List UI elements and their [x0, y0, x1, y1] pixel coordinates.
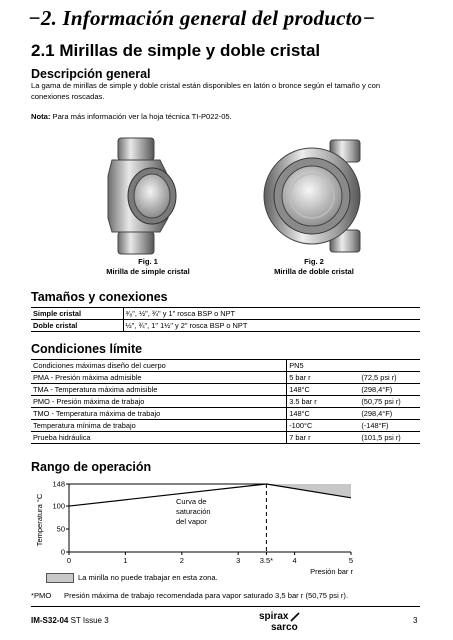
x-tick-label: 1: [123, 556, 128, 565]
chart-ylabel: Temperatura °C: [35, 493, 44, 547]
table-row: [31, 408, 420, 420]
logo-top: spirax: [259, 611, 289, 622]
spirax-sarco-logo: [255, 609, 315, 633]
y-tick-label: 50: [56, 524, 65, 534]
x-tick-label: 0: [66, 556, 72, 565]
limit-label: PMA - Presión máxima admisible: [31, 372, 287, 384]
x-tick-label: 3.5*: [259, 556, 274, 565]
table-row: [31, 420, 420, 432]
limit-alt: [359, 360, 420, 372]
limit-alt: (72,5 psi r): [359, 372, 420, 384]
limit-value: 5 bar r: [287, 372, 360, 384]
sizes-table: [31, 307, 420, 332]
limit-alt: (50,75 psi r): [359, 396, 420, 408]
doc-issue: ST Issue 3: [68, 616, 109, 625]
y-tick-label: 0: [60, 547, 65, 557]
logo-bottom: sarco: [271, 622, 298, 633]
note-label: Nota:: [31, 112, 51, 121]
size-label: Simple cristal: [31, 308, 123, 320]
annotation-line-3: del vapor: [176, 517, 207, 526]
table-row: [31, 372, 420, 384]
limit-alt: (298,4°F): [359, 384, 420, 396]
limit-label: Prueba hidráulica: [31, 432, 287, 444]
limit-label: Condiciones máximas diseño del cuerpo: [31, 360, 287, 372]
limit-value: -100°C: [287, 420, 360, 432]
figure-double-glass-image: [256, 136, 368, 261]
legend-text: La mirilla no puede trabajar en esta zona.: [78, 573, 218, 582]
table-row: [31, 360, 420, 372]
section-title: 2.1 Mirillas de simple y doble cristal: [31, 41, 321, 60]
figure-1-number: Fig. 1: [138, 257, 158, 266]
limit-alt: (-148°F): [359, 420, 420, 432]
limit-alt: (298,4°F): [359, 408, 420, 420]
note-text: Para más información ver la hoja técnica TI-P022-05.: [50, 112, 232, 121]
table-row: [31, 308, 420, 320]
limits-table: [31, 359, 420, 444]
annotation-line-2: saturación: [176, 507, 211, 516]
figure-2-number: Fig. 2: [304, 257, 324, 266]
table-row: [31, 432, 420, 444]
limit-alt: (101,5 psi r): [359, 432, 420, 444]
doc-code: IM-S32-04: [31, 616, 69, 625]
sizes-heading: Tamaños y conexiones: [31, 290, 168, 304]
size-value: ½", ¾", 1" 1½" y 2" rosca BSP o NPT: [123, 320, 420, 332]
legend-swatch: [46, 573, 74, 583]
table-row: [31, 320, 420, 332]
operation-heading: Rango de operación: [31, 460, 152, 474]
table-row: [31, 384, 420, 396]
page-number: 3: [413, 616, 418, 625]
x-tick-label: 3: [236, 556, 241, 565]
table-row: [31, 396, 420, 408]
x-tick-label: 4: [292, 556, 297, 565]
annotation-line-1: Curva de: [176, 497, 207, 506]
footer-code: [31, 616, 109, 625]
figure-1-caption: Mirilla de simple cristal: [106, 267, 190, 276]
limits-heading: Condiciones límite: [31, 342, 143, 356]
pmo-note: [31, 591, 348, 600]
limit-label: TMO - Temperatura máxima de trabajo: [31, 408, 287, 420]
limit-value: 7 bar r: [287, 432, 360, 444]
limit-value: 148°C: [287, 408, 360, 420]
limit-label: Temperatura mínima de trabajo: [31, 420, 287, 432]
limit-value: 3.5 bar r: [287, 396, 360, 408]
operating-range-chart: [31, 476, 361, 576]
y-tick-label: 148: [52, 479, 65, 489]
description-text: La gama de mirillas de simple y doble cristal están disponibles en latón o bronce según el tamaño y con conexiones roscadas.: [31, 81, 381, 101]
limit-value: PN5: [287, 360, 360, 372]
pmo-key: *PMO: [31, 591, 52, 600]
size-value: ³⁄₈", ½", ¾" y 1" rosca BSP o NPT: [123, 308, 420, 320]
size-label: Doble cristal: [31, 320, 123, 332]
description-note: [31, 112, 232, 121]
limit-label: TMA - Temperatura máxima admisible: [31, 384, 287, 396]
limit-value: 148°C: [287, 384, 360, 396]
footer-divider: [31, 606, 420, 607]
chart-xlabel: Presión bar r: [310, 567, 353, 576]
pmo-text: Presión máxima de trabajo recomendada para vapor saturado 3,5 bar r (50,75 psi r).: [64, 591, 349, 600]
limit-label: PMO - Presión máxima de trabajo: [31, 396, 287, 408]
chapter-title: −2. Información general del producto−: [28, 6, 376, 30]
saturation-curve: [69, 484, 266, 506]
y-tick-label: 100: [52, 501, 65, 511]
figure-single-glass-image: [90, 136, 200, 261]
figure-2-caption: Mirilla de doble cristal: [274, 267, 354, 276]
x-tick-label: 2: [179, 556, 184, 565]
description-heading: Descripción general: [31, 67, 151, 81]
x-tick-label: 5: [348, 556, 354, 565]
